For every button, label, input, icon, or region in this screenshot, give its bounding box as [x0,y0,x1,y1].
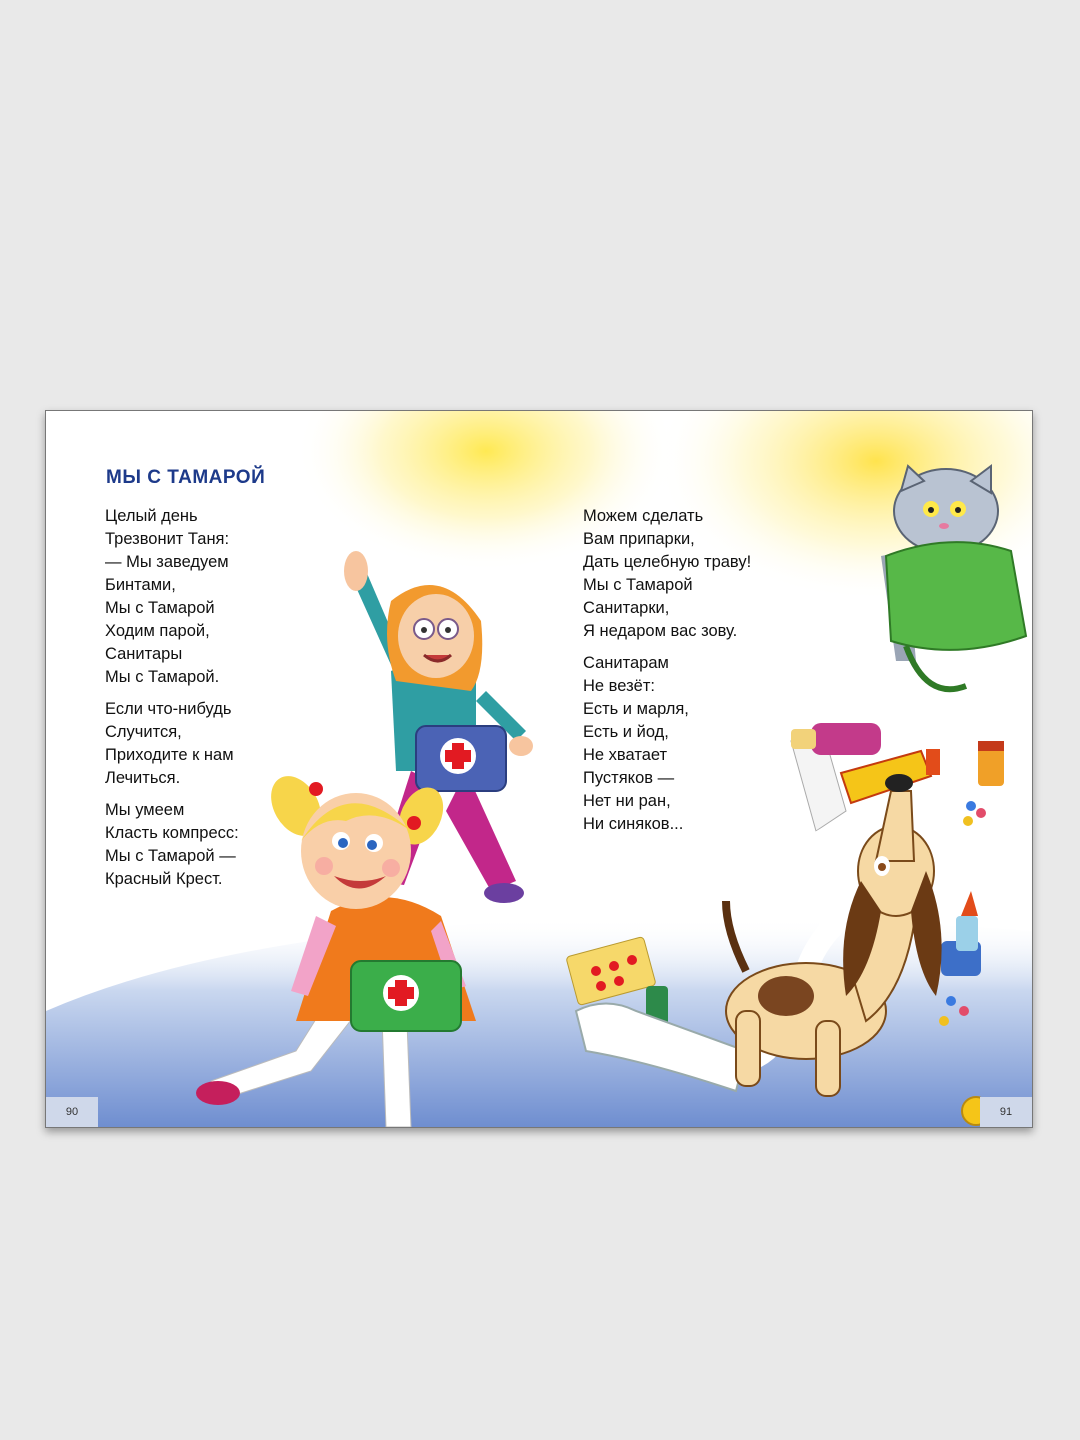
page-number-left: 90 [46,1097,98,1127]
poem-line: Нет ни ран, [583,792,671,810]
poem-line: Не везёт: [583,677,655,695]
poem-line: — Мы заведуем [105,553,229,571]
poem-line: Мы умеем [105,801,185,819]
poem-line: Трезвонит Таня: [105,530,230,548]
poem-line: Класть компресс: [105,824,239,842]
poem-line: Если что-нибудь [105,700,232,718]
poem-line: Санитары [105,645,183,663]
poem-line: Есть и марля, [583,700,689,718]
poem-line: Красный Крест. [105,870,223,888]
poem-line: Случится, [105,723,182,741]
poem-line: Приходите к нам [105,746,234,764]
poem-line: Пустяков — [583,769,675,787]
poem-left-column [105,505,239,900]
poem-line: Ни синяков... [583,815,684,833]
poem-line: Вам припарки, [583,530,695,548]
page-number-right: 91 [980,1097,1032,1127]
poem-line: Лечиться. [105,769,181,787]
poem-line: Мы с Тамарой — [105,847,236,865]
poem-line: Есть и йод, [583,723,669,741]
stanza-5 [583,652,751,836]
poem-line: Я недаром вас зову. [583,622,738,640]
stanza-4 [583,505,751,643]
poem-line: Мы с Тамарой [105,599,215,617]
poem-line: Бинтами, [105,576,176,594]
poem-line: Можем сделать [583,507,704,525]
poem-line: Целый день [105,507,198,525]
poem-line: Мы с Тамарой. [105,668,220,686]
poem-title: МЫ С ТАМАРОЙ [106,467,266,488]
poem-line: Мы с Тамарой [583,576,693,594]
poem-right-column [583,505,751,845]
poem-line: Санитарки, [583,599,670,617]
book-spread [45,410,1033,1128]
stanza-3 [105,799,239,891]
stanza-2 [105,698,239,790]
poem-line: Не хватает [583,746,668,764]
cat-in-bag-illustration [881,466,1026,689]
poem-line: Ходим парой, [105,622,210,640]
poem-line: Дать целебную траву! [583,553,752,571]
poem-line: Санитарам [583,654,669,672]
stanza-1 [105,505,239,689]
